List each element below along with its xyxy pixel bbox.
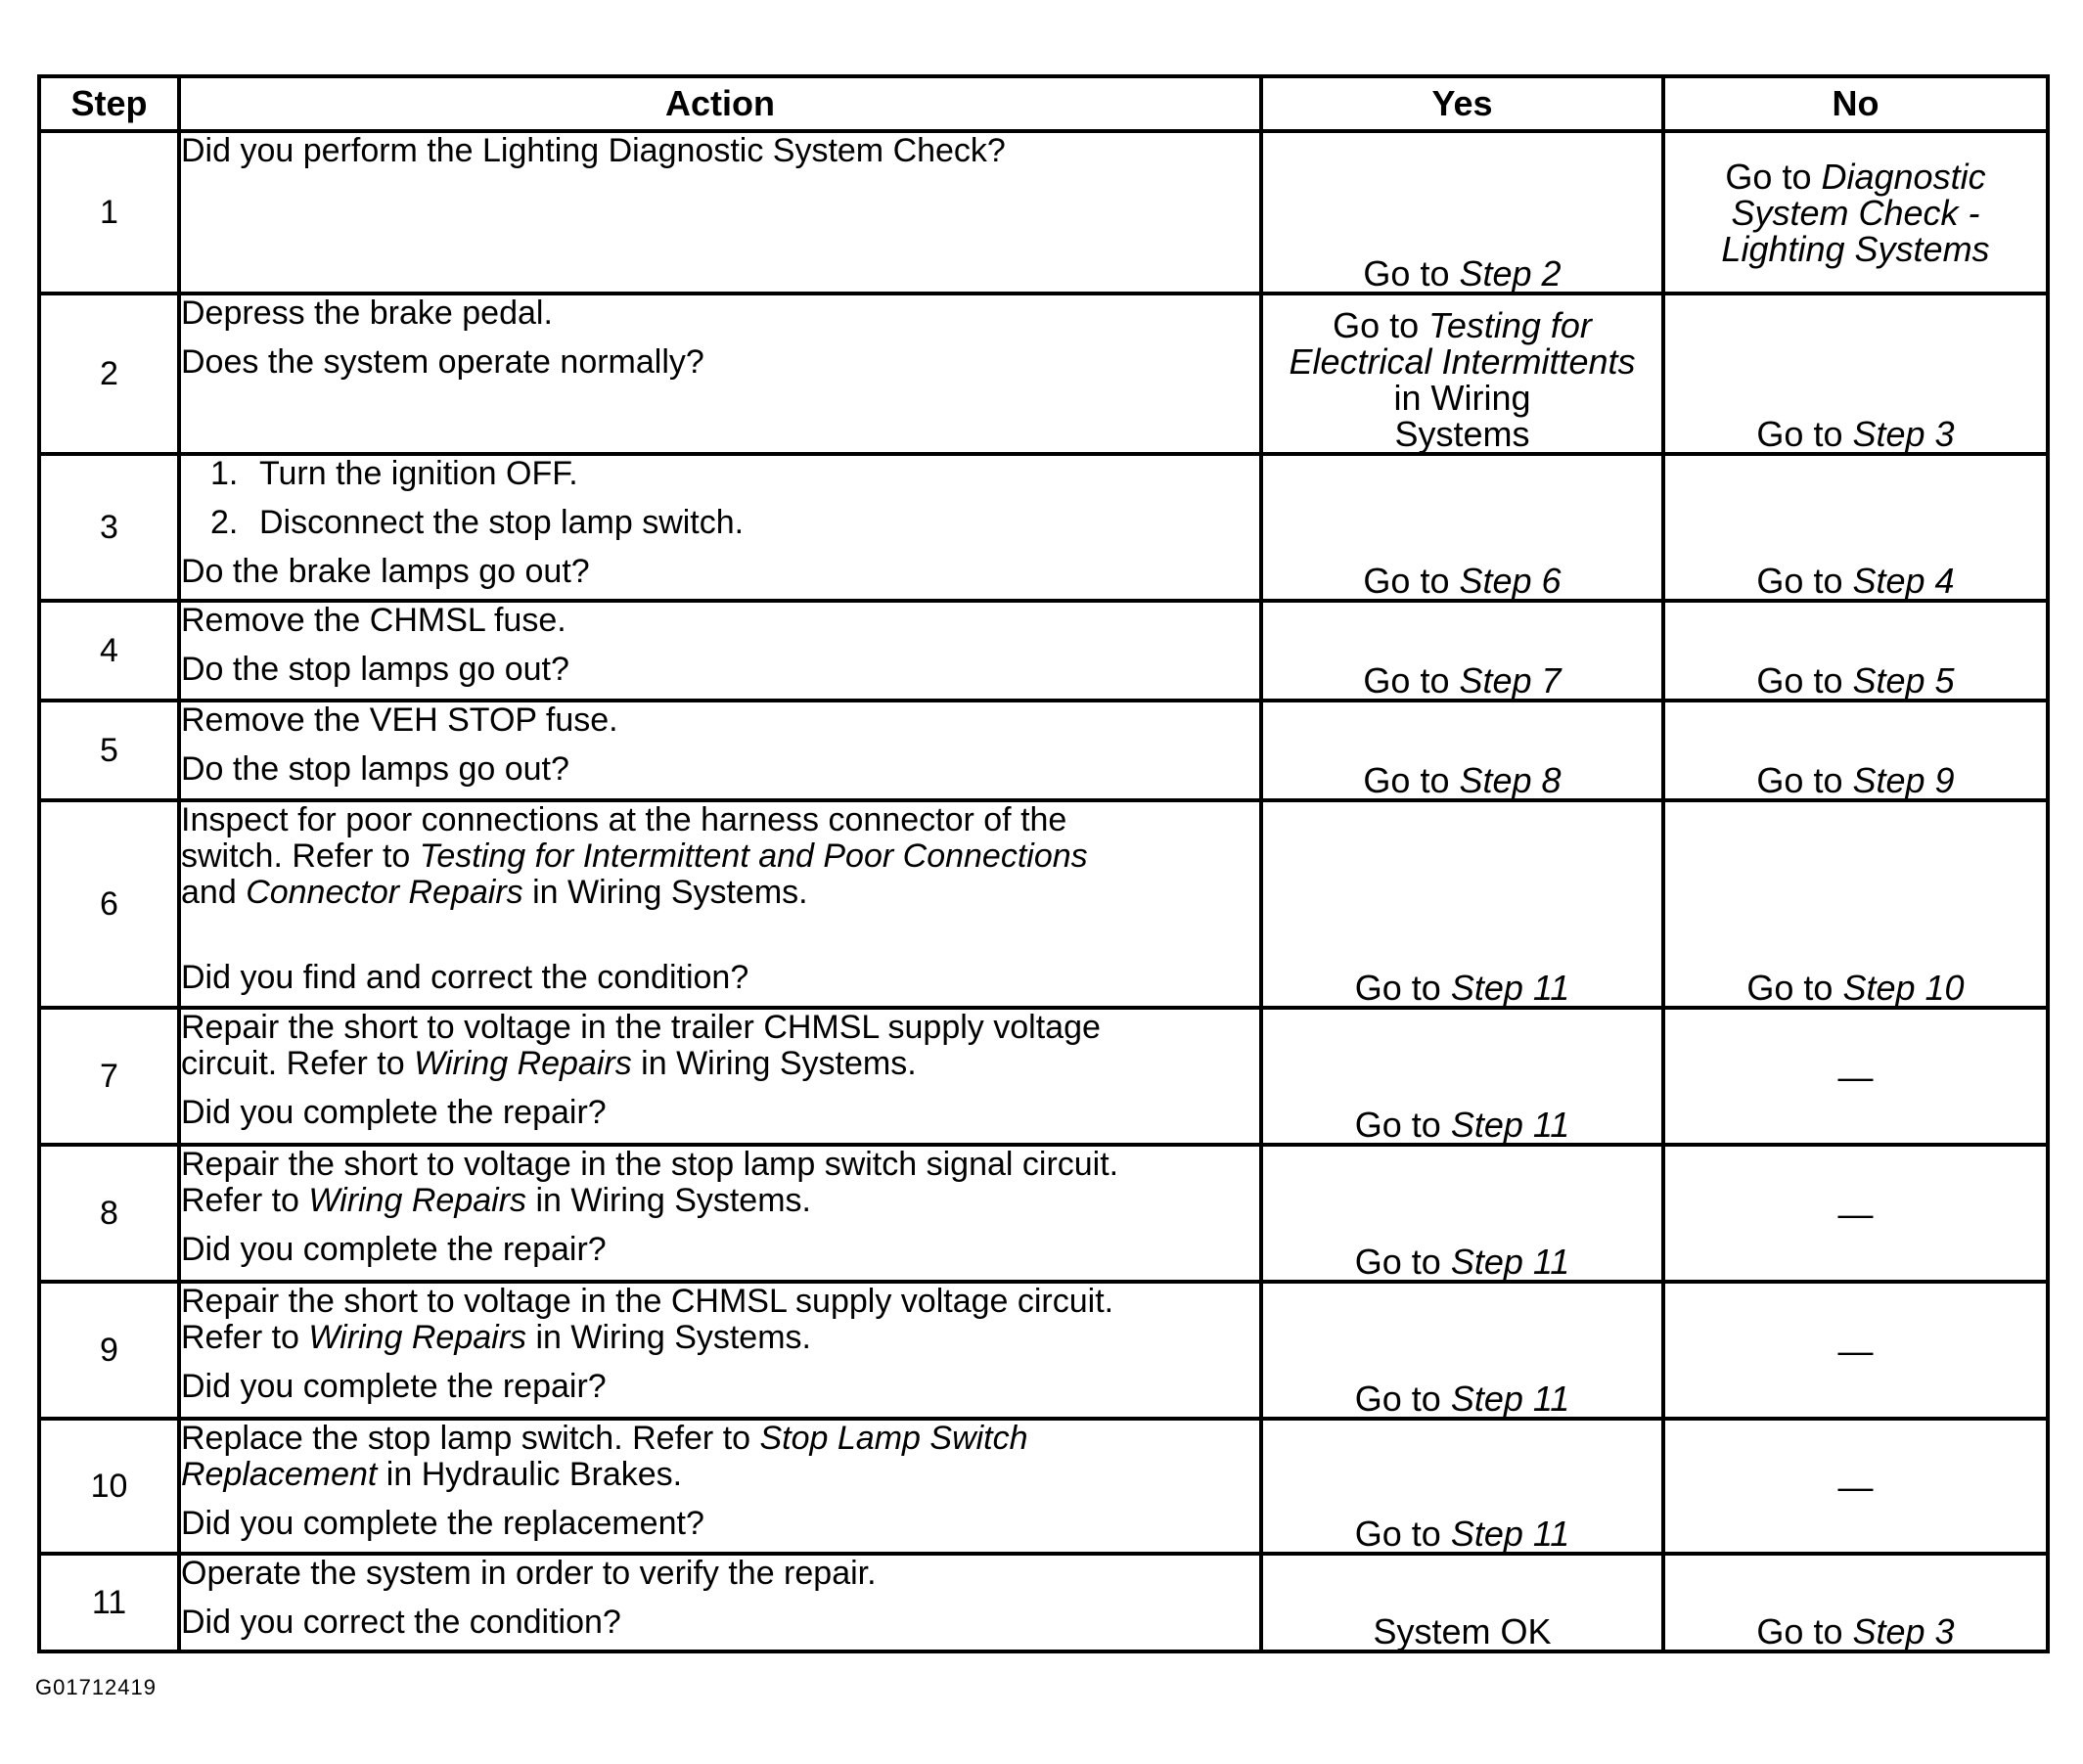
yes-ref-line1: Testing for [1428,305,1592,345]
step-number: 4 [39,601,179,701]
no-prefix: Go to [1756,561,1853,601]
yes-prefix: Go to [1354,1514,1451,1554]
no-action-dash: — [1837,1466,1874,1507]
text-span: in Wiring Systems. [526,1182,811,1219]
step-number: 9 [39,1282,179,1419]
action-cell [179,131,1261,294]
yes-cell [1261,601,1663,701]
list-number: 1. [210,455,239,492]
table-row [39,131,2048,294]
text-span: Replace the stop lamp switch. Refer to [181,1420,760,1457]
yes-step-ref: Step 2 [1459,253,1562,294]
action-text [181,1046,1259,1082]
action-text [181,1457,1259,1493]
action-question: Did you complete the replacement? [181,1505,704,1542]
header-action: Action [179,76,1261,131]
yes-prefix: Go to [1354,1242,1451,1282]
no-cell [1663,1554,2048,1651]
no-ref-line1: Diagnostic [1821,156,1986,197]
yes-prefix: Go to [1363,660,1460,701]
action-text: Remove the CHMSL fuse. [181,602,566,639]
action-text [181,1183,1259,1219]
yes-step-ref: Step 8 [1459,760,1562,800]
action-cell [179,800,1261,1008]
reference-link: Wiring Repairs [414,1045,632,1082]
action-cell [179,1282,1261,1419]
header-yes: Yes [1261,76,1663,131]
no-cell [1663,1282,2048,1419]
step-number: 11 [39,1554,179,1651]
action-question: Does the system operate normally? [181,343,704,381]
text-span: switch. Refer to [181,837,420,875]
no-step-ref: Step 3 [1852,1611,1955,1651]
no-cell [1663,294,2048,454]
action-question: Did you complete the repair? [181,1231,607,1268]
no-step-ref: Step 3 [1852,414,1955,454]
list-text: Turn the ignition OFF. [259,455,578,492]
action-text: Did you perform the Lighting Diagnostic System Check? [181,132,1006,169]
step-number: 8 [39,1145,179,1282]
yes-line4: Systems [1394,414,1530,454]
no-cell [1663,800,2048,1008]
action-text: Repair the short to voltage in the trailer CHMSL supply voltage [181,1009,1101,1046]
action-cell [179,1145,1261,1282]
no-prefix: Go to [1756,414,1853,454]
yes-step-ref: Step 6 [1459,561,1562,601]
figure-id: G01712419 [35,1675,157,1699]
yes-prefix: Go to [1354,968,1451,1008]
reference-link: Wiring Repairs [308,1319,527,1356]
action-question: Do the stop lamps go out? [181,750,569,788]
no-step-ref: Step 4 [1852,561,1955,601]
yes-cell [1261,454,1663,601]
no-cell [1663,601,2048,701]
yes-prefix: Go to [1363,253,1460,294]
reference-link: Wiring Repairs [308,1182,527,1219]
header-step: Step [39,76,179,131]
yes-cell [1261,1554,1663,1651]
table-row [39,1008,2048,1145]
action-text: Repair the short to voltage in the stop lamp switch signal circuit. [181,1146,1119,1183]
list-item [181,456,1259,492]
text-span: in Hydraulic Brakes. [377,1456,683,1493]
no-prefix: Go to [1756,660,1853,701]
action-question: Do the stop lamps go out? [181,651,569,688]
yes-cell [1261,1145,1663,1282]
yes-prefix: Go to [1363,561,1460,601]
reference-link: Connector Repairs [246,874,523,911]
yes-cell [1261,294,1663,454]
yes-prefix: Go to [1363,760,1460,800]
yes-result: System OK [1373,1611,1552,1651]
yes-cell [1261,1282,1663,1419]
yes-cell [1261,800,1663,1008]
action-cell [179,294,1261,454]
step-number: 1 [39,131,179,294]
no-action-dash: — [1837,1193,1874,1234]
table-row [39,601,2048,701]
yes-cell [1261,131,1663,294]
list-text: Disconnect the stop lamp switch. [259,504,745,541]
action-text: Inspect for poor connections at the harness connector of the [181,801,1067,838]
yes-cell [1261,701,1663,800]
yes-prefix: Go to [1354,1379,1451,1419]
yes-step-ref: Step 11 [1450,1105,1570,1145]
text-span: Refer to [181,1319,309,1356]
text-span: in Wiring Systems. [522,874,808,911]
action-cell [179,1554,1261,1651]
yes-step-ref: Step 7 [1459,660,1562,701]
table-row [39,294,2048,454]
action-cell [179,1419,1261,1554]
table-row [39,454,2048,601]
action-question: Did you complete the repair? [181,1094,607,1131]
action-question: Do the brake lamps go out? [181,553,590,590]
list-number: 2. [210,504,239,541]
text-span: circuit. Refer to [181,1045,415,1082]
no-prefix: Go to [1756,760,1853,800]
action-text [181,875,1259,911]
action-text: Depress the brake pedal. [181,294,553,332]
table-row [39,1419,2048,1554]
action-text [181,838,1259,875]
step-number: 5 [39,701,179,800]
no-ref-line3: Lighting Systems [1721,228,1990,269]
step-number: 10 [39,1419,179,1554]
table-row [39,1282,2048,1419]
text-span: and [181,874,247,911]
no-step-ref: Step 9 [1852,760,1955,800]
text-span: in Wiring Systems. [631,1045,917,1082]
yes-line3: in Wiring [1393,378,1531,418]
yes-step-ref: Step 11 [1450,1379,1570,1419]
yes-prefix: Go to [1333,305,1429,345]
no-action-dash: — [1837,1056,1874,1097]
step-number: 2 [39,294,179,454]
action-question: Did you complete the repair? [181,1368,607,1405]
yes-step-ref: Step 11 [1450,1242,1570,1282]
diagnostic-table [37,74,2050,1653]
list-item [181,505,1259,541]
no-step-ref: Step 5 [1852,660,1955,701]
yes-step-ref: Step 11 [1450,968,1570,1008]
header-no: No [1663,76,2048,131]
action-cell [179,701,1261,800]
action-cell [179,454,1261,601]
action-question: Did you find and correct the condition? [181,959,749,996]
no-ref-line2: System Check - [1731,192,1980,233]
text-span: in Wiring Systems. [526,1319,811,1356]
action-cell [179,1008,1261,1145]
yes-cell [1261,1419,1663,1554]
reference-link: Replacement [181,1456,378,1493]
reference-link: Stop Lamp Switch [759,1420,1028,1457]
no-cell [1663,454,2048,601]
step-number: 6 [39,800,179,1008]
yes-ref-line2: Electrical Intermittents [1289,341,1636,382]
no-prefix: Go to [1756,1611,1853,1651]
no-step-ref: Step 10 [1842,968,1965,1008]
step-number: 3 [39,454,179,601]
table-row [39,701,2048,800]
no-action-dash: — [1837,1330,1874,1371]
yes-prefix: Go to [1354,1105,1451,1145]
no-cell [1663,131,2048,294]
action-text [181,1320,1259,1356]
action-text: Remove the VEH STOP fuse. [181,701,618,739]
no-cell [1663,701,2048,800]
header-row [39,76,2048,131]
reference-link: Testing for Intermittent and Poor Connections [419,837,1088,875]
action-text: Repair the short to voltage in the CHMSL supply voltage circuit. [181,1283,1114,1320]
table-row [39,1145,2048,1282]
action-cell [179,601,1261,701]
no-cell [1663,1008,2048,1145]
no-cell [1663,1145,2048,1282]
no-cell [1663,1419,2048,1554]
text-span: Refer to [181,1182,309,1219]
action-question: Did you correct the condition? [181,1604,621,1641]
table-row [39,1554,2048,1651]
action-text: Operate the system in order to verify the repair. [181,1555,877,1592]
no-prefix: Go to [1746,968,1843,1008]
table-row [39,800,2048,1008]
yes-cell [1261,1008,1663,1145]
action-text [181,1421,1259,1457]
yes-step-ref: Step 11 [1450,1514,1570,1554]
no-prefix: Go to [1725,156,1822,197]
step-number: 7 [39,1008,179,1145]
